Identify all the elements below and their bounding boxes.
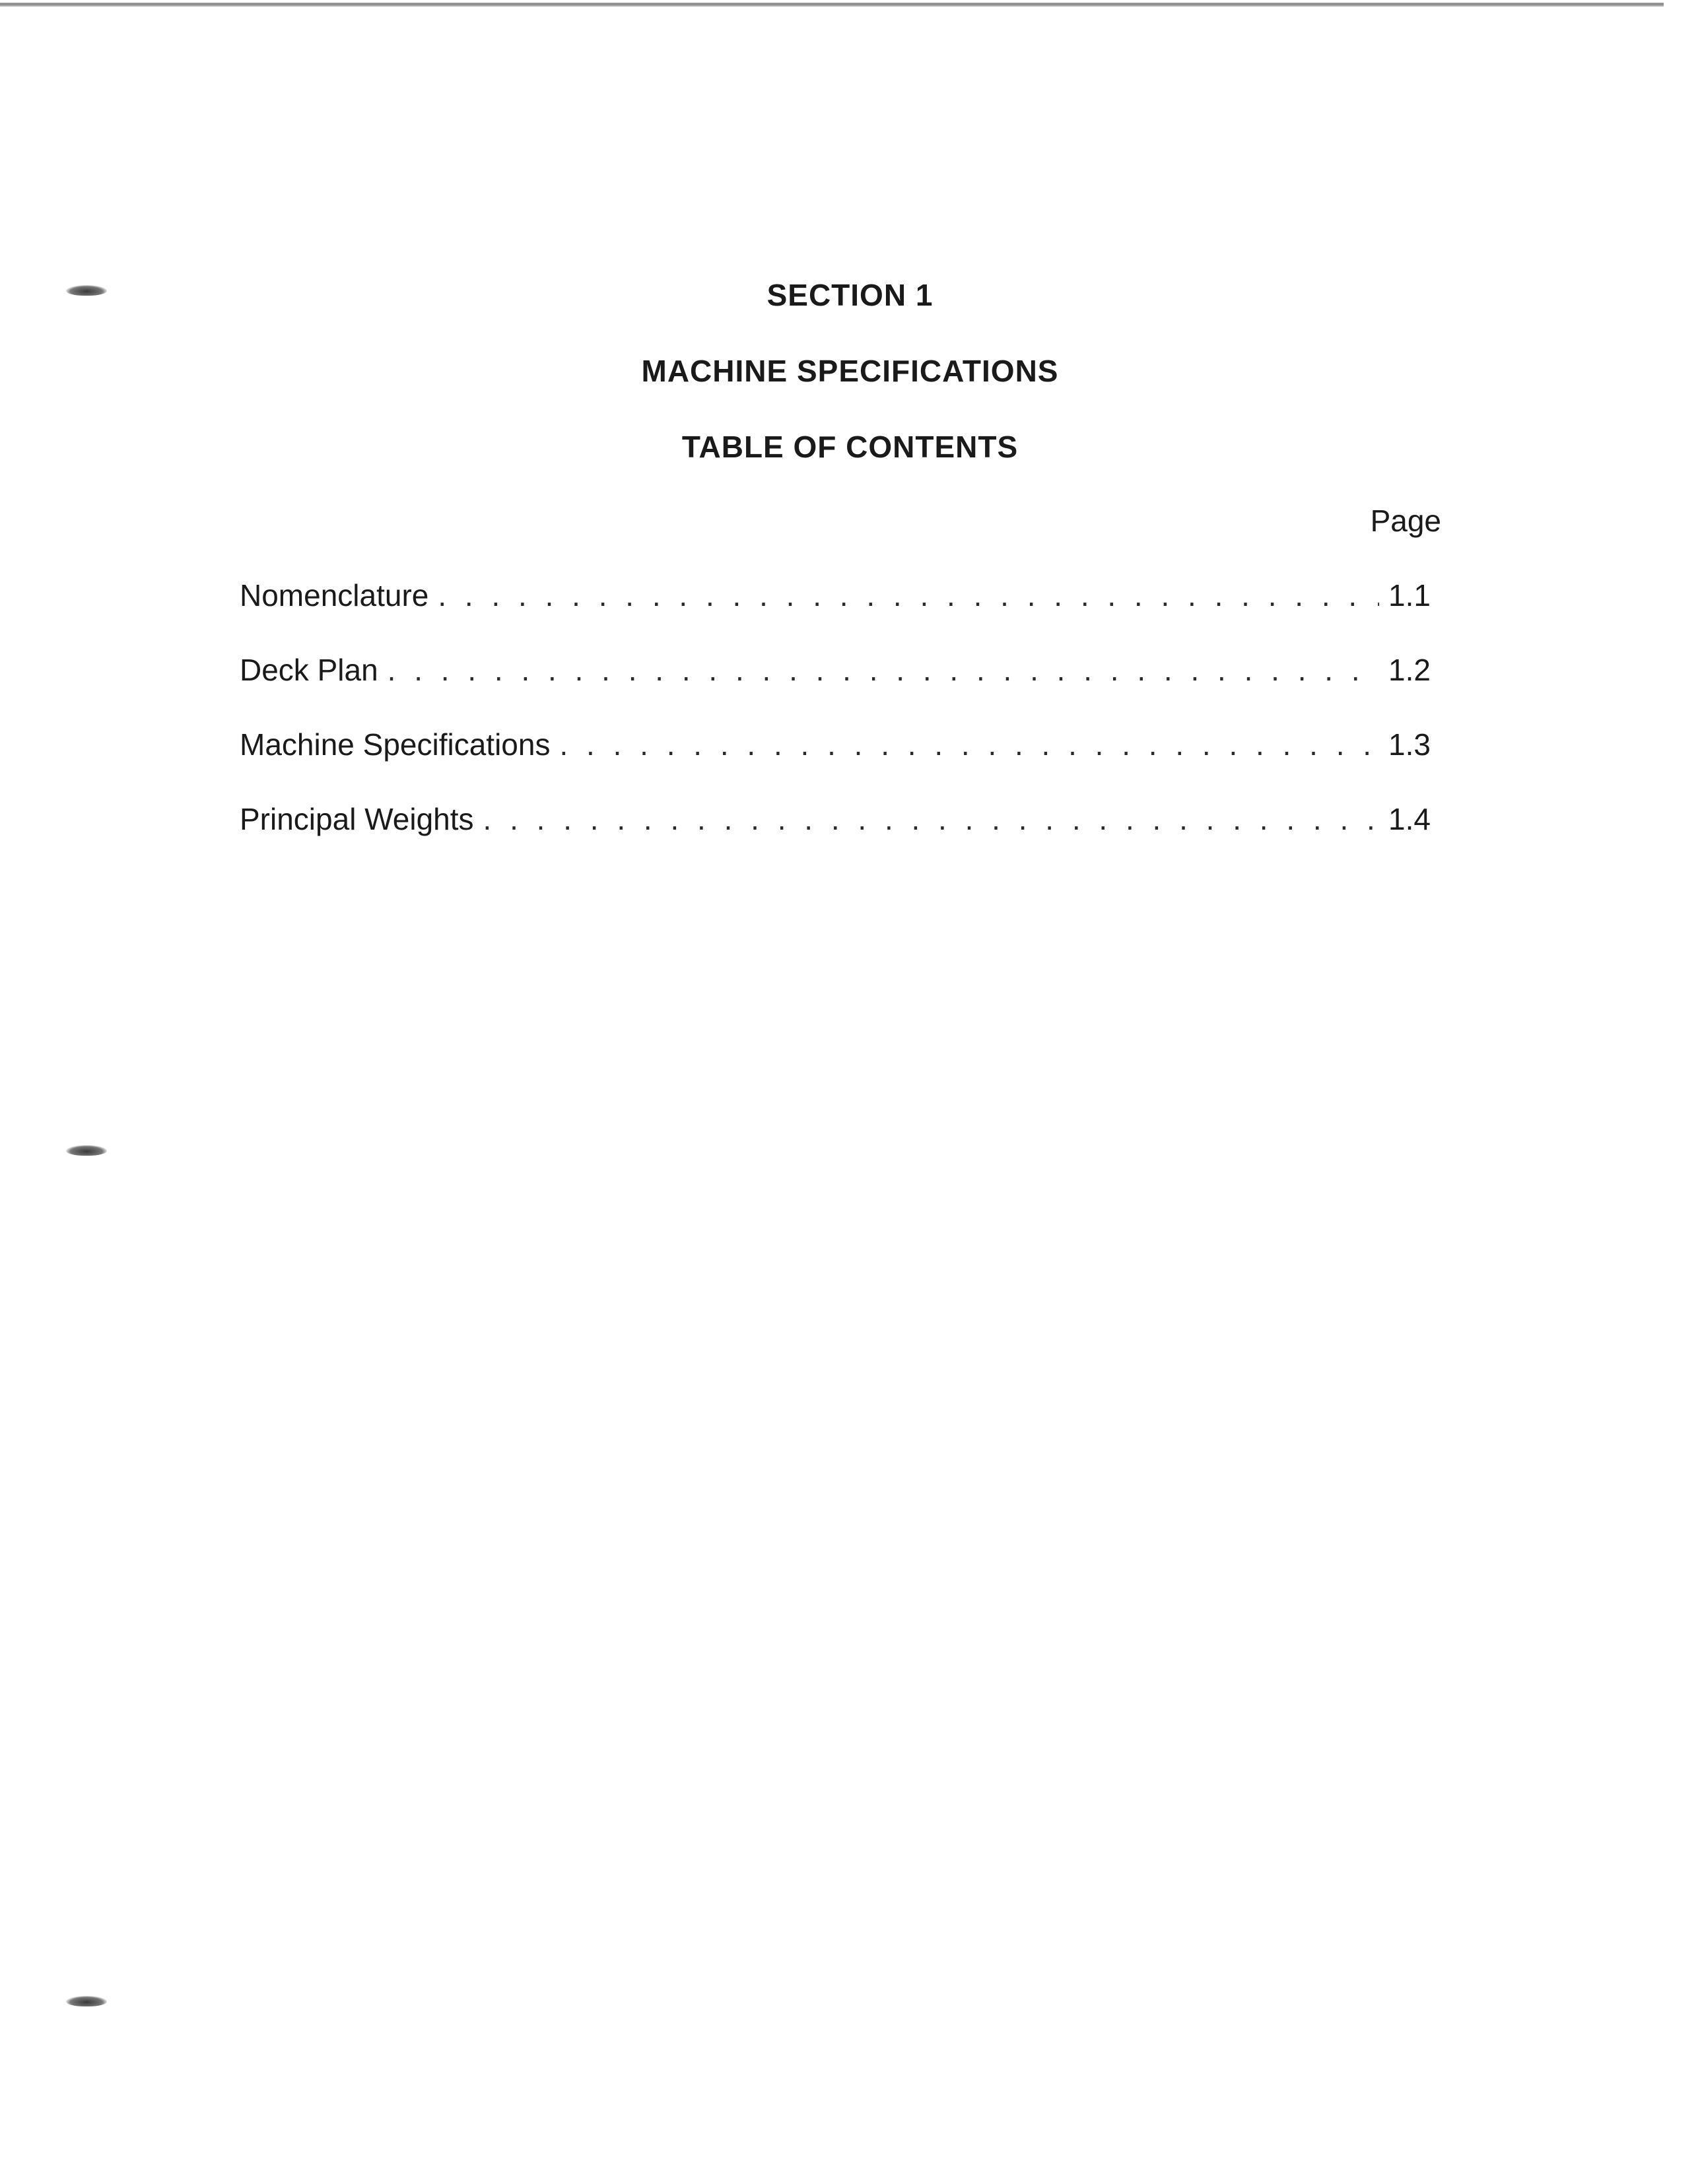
toc-entry-label: Nomenclature bbox=[240, 578, 429, 612]
section-heading: SECTION 1 bbox=[766, 278, 934, 312]
dot-leader bbox=[559, 727, 1379, 762]
dot-leader bbox=[438, 578, 1379, 613]
toc-entry-page: 1.3 bbox=[1388, 727, 1431, 762]
toc-list bbox=[240, 578, 1438, 876]
toc-entry-machine-specifications[interactable] bbox=[240, 727, 1438, 801]
toc-entry-principal-weights[interactable] bbox=[240, 801, 1438, 876]
toc-heading: TABLE OF CONTENTS bbox=[681, 430, 1019, 464]
toc-entry-deck-plan[interactable] bbox=[240, 652, 1438, 727]
toc-entry-page: 1.2 bbox=[1388, 653, 1431, 687]
toc-entry-label: Principal Weights bbox=[240, 802, 474, 836]
binder-hole-middle bbox=[66, 1145, 107, 1156]
dot-leader bbox=[388, 652, 1379, 688]
dot-leader bbox=[483, 801, 1379, 837]
toc-entry-label: Deck Plan bbox=[240, 653, 378, 687]
binder-hole-bottom bbox=[66, 1996, 107, 2006]
toc-entry-page: 1.1 bbox=[1388, 578, 1431, 612]
toc-entry-label: Machine Specifications bbox=[240, 727, 551, 762]
scan-top-edge bbox=[0, 3, 1664, 7]
page-column-header: Page bbox=[1370, 504, 1441, 538]
toc-entry-page: 1.4 bbox=[1388, 802, 1431, 836]
document-title: MACHINE SPECIFICATIONS bbox=[641, 354, 1059, 388]
toc-entry-nomenclature[interactable] bbox=[240, 578, 1438, 652]
